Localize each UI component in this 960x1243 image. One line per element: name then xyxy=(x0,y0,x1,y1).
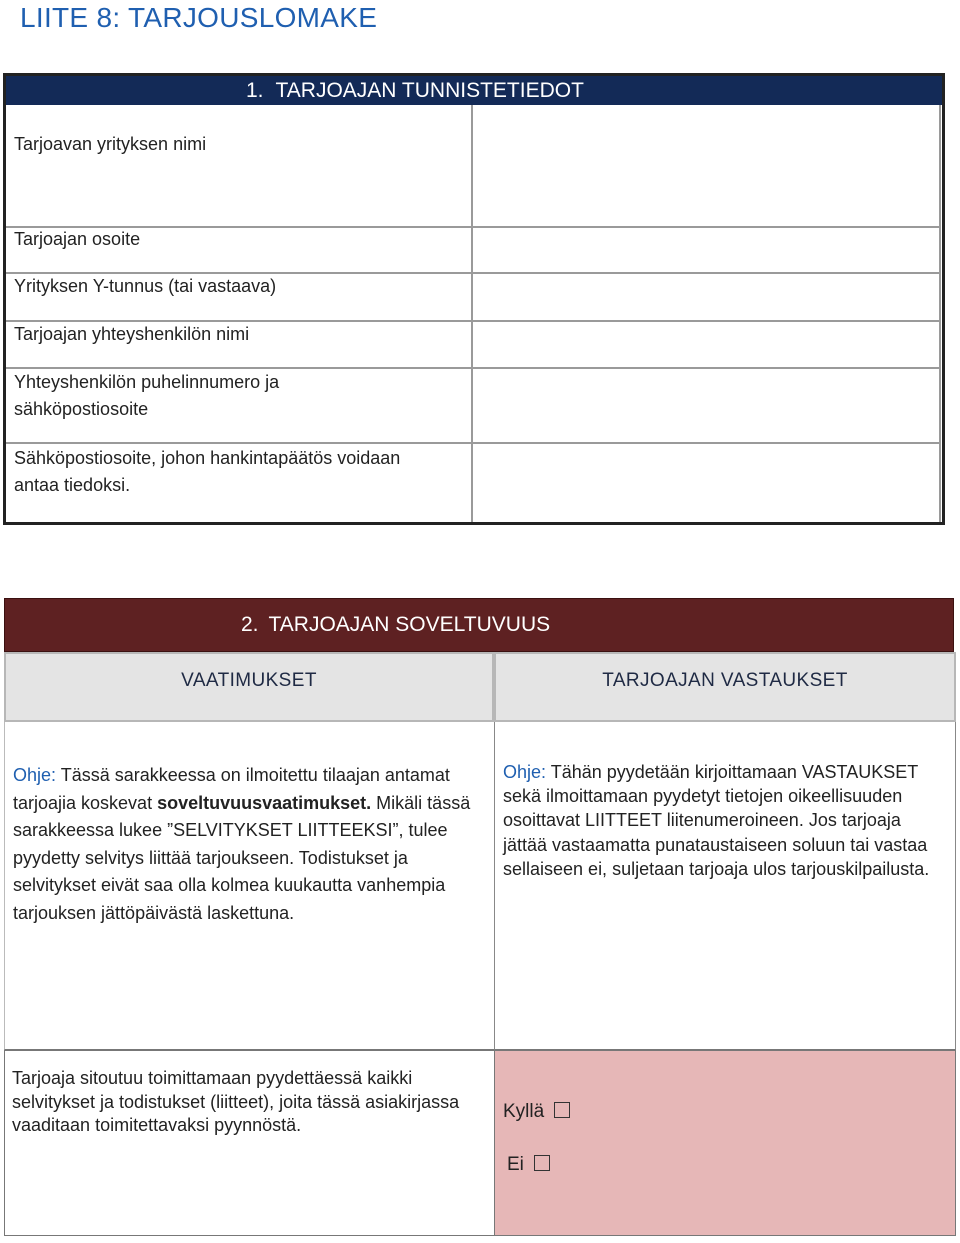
guidance-text-b: Mikäli tässä sarakkeessa lukee ”SELVITYKSET LIITTEEKSI”, tulee pyydetty selvitys liittää tarjoukseen. Todistukset ja selvitykset eivät saa olla kolmea kuukautta vanhempia tarjouksen jättöpäivästä laskettuna. xyxy=(13,792,471,923)
contact-phone-email-line2: sähköpostiosoite xyxy=(14,399,149,419)
option-yes[interactable] xyxy=(503,1101,570,1123)
commitment-statement: Tarjoaja sitoutuu toimittamaan pyydettäessä kaikki selvitykset ja todistukset (liitteet), joita tässä asiakirjassa vaaditaan toimitettavaksi pyynnöstä. xyxy=(4,1050,494,1236)
option-no[interactable] xyxy=(507,1154,550,1176)
guidance-label: Ohje: xyxy=(13,765,57,785)
section2-number: 2. xyxy=(241,613,259,636)
no-checkbox[interactable] xyxy=(534,1155,550,1171)
guidance-bold-term: soveltuvuusvaatimukset. xyxy=(157,792,372,813)
guidance-text: Tähän pyydetään kirjoittamaan VASTAUKSET sekä ilmoittamaan pyydetyt tietojen oikeellisuuden osoittavat LIITTEET liitenumeroineen. Jos tarjoaja jättää vastaamatta punataustaiseen soluun tai vastaa sellaiseen ei, suljetaan tarjoaja ulos tarjouskilpailusta. xyxy=(503,762,930,879)
section1-header xyxy=(6,76,942,105)
contact-phone-email-label xyxy=(14,369,279,423)
section2-header xyxy=(4,598,954,652)
contact-person-label: Tarjoajan yhteyshenkilön nimi xyxy=(14,324,250,344)
address-field[interactable] xyxy=(473,228,939,272)
company-name-field[interactable] xyxy=(473,105,939,226)
company-name-label: Tarjoavan yrityksen nimi xyxy=(14,134,207,154)
decision-email-label xyxy=(14,445,400,499)
section1-number: 1. xyxy=(246,79,264,102)
business-id-label: Yrityksen Y-tunnus (tai vastaava) xyxy=(14,276,277,296)
option-no-label: Ei xyxy=(507,1154,524,1175)
section1-title: TARJOAJAN TUNNISTETIEDOT xyxy=(275,79,584,102)
decision-email-line2: antaa tiedoksi. xyxy=(14,475,131,495)
business-id-field[interactable] xyxy=(473,274,939,320)
responses-column-header: TARJOAJAN VASTAUKSET xyxy=(494,652,956,722)
contact-phone-email-field[interactable] xyxy=(473,369,939,442)
document-title: LIITE 8: TARJOUSLOMAKE xyxy=(20,2,378,33)
requirements-column-header: VAATIMUKSET xyxy=(4,652,494,722)
decision-email-field[interactable] xyxy=(473,444,939,522)
commitment-answer-cell xyxy=(494,1050,956,1236)
address-label: Tarjoajan osoite xyxy=(14,229,141,249)
contact-person-field[interactable] xyxy=(473,322,939,367)
decision-email-line1: Sähköpostiosoite, johon hankintapäätös voidaan xyxy=(14,448,401,468)
guidance-text-a: Tässä sarakkeessa on ilmoitettu tilaajan antamat tarjoajia koskevat xyxy=(13,765,450,813)
yes-checkbox[interactable] xyxy=(554,1102,570,1118)
responses-guidance xyxy=(494,722,956,1050)
option-yes-label: Kyllä xyxy=(503,1101,545,1122)
guidance-label: Ohje: xyxy=(503,762,547,782)
requirements-guidance xyxy=(4,722,494,1050)
section1-right-edge xyxy=(939,105,941,522)
contact-phone-email-line1: Yhteyshenkilön puhelinnumero ja xyxy=(14,372,280,392)
section2-title: TARJOAJAN SOVELTUVUUS xyxy=(268,613,551,636)
